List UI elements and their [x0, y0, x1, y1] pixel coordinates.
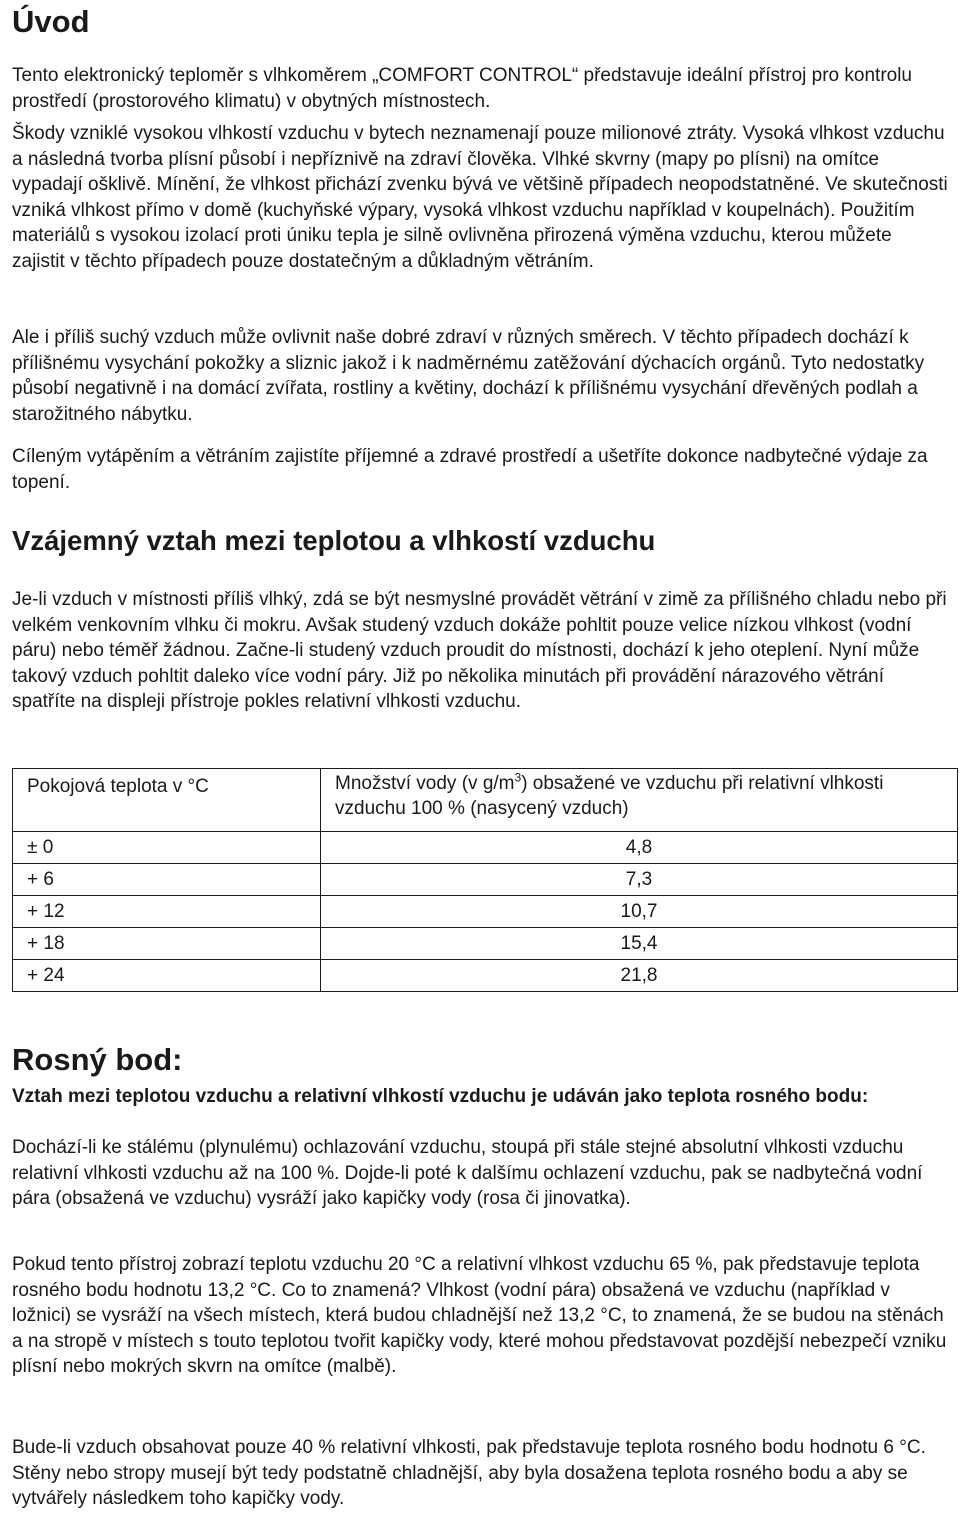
intro-paragraph-4: Cíleným vytápěním a větráním zajistíte příjemné a zdravé prostředí a ušetříte dokonce nadbytečné výdaje za topení.: [12, 446, 928, 493]
table-row: [13, 832, 958, 864]
table-cell-temperature: + 18: [13, 928, 321, 960]
table-cell-water: 21,8: [321, 960, 958, 992]
table-row: [13, 864, 958, 896]
table-cell-water: 4,8: [321, 832, 958, 864]
table-header-water-amount: Množství vody (v $g/m^3$) obsažené ve vzduchu při relativní vlhkosti vzduchu 100 % (nasycený vzduch): [321, 769, 958, 832]
table-cell-temperature: + 12: [13, 896, 321, 928]
dewpoint-paragraph-1: Dochází-li ke stálému (plynulému) ochlazování vzduchu, stoupá při stále stejné absolutní vlhkosti vzduchu relativní vlhkosti vzduchu až na 100 %. Dojde-li poté k dalšímu ochlazení vzduchu, pak se nadbytečná vodní pára (obsažená ve vzduchu) vysráží jako kapičky vody (rosa či jinovatka).: [12, 1137, 923, 1210]
table-row: [13, 896, 958, 928]
table-cell-water: 7,3: [321, 864, 958, 896]
table-cell-temperature: + 6: [13, 864, 321, 896]
humidity-table: [12, 768, 958, 992]
table-row: [13, 960, 958, 992]
table-header-temperature: Pokojová teplota v °C: [13, 769, 321, 832]
dewpoint-paragraph-2: Pokud tento přístroj zobrazí teplotu vzduchu 20 °C a relativní vlhkost vzduchu 65 %, pak představuje teplota rosného bodu hodnotu 13,2 °C. Co to znamená? Vlhkost (vodní pára) obsažená ve vzduchu (například v ložnici) se vysráží na všech místech, která budou chladnější než 13,2 °C, to znamená, že se budou na stěnách a na stropě v místech s touto teplotou tvořit kapičky vody, které mohou představovat pozdější nebezpečí vzniku plísní nebo mokrých skvrn na omítce (malbě).: [12, 1254, 947, 1378]
dewpoint-subheading: Vztah mezi teplotou vzduchu a relativní vlhkostí vzduchu je udáván jako teplota rosného bodu:: [12, 1086, 869, 1107]
table-row: [13, 928, 958, 960]
relation-heading: Vzájemný vztah mezi teplotou a vlhkostí vzduchu: [12, 525, 656, 556]
intro-paragraph-2: Škody vzniklé vysokou vlhkostí vzduchu v bytech neznamenají pouze milionové ztráty. Vysoká vlhkost vzduchu a následná tvorba plísní působí i nepříznivě na zdraví člověka. Vlhké skvrny (mapy po plísni) na omítce vypadají ošklivě. Mínění, že vlhkost přichází zvenku bývá ve většině případech neopodstatněné. Ve skutečnosti vzniká vlhkost přímo v domě (kuchyňské výpary, vysoká vlhkost vzduchu například v koupelnách). Použitím materiálů s vysokou izolací proti úniku tepla je silně ovlivněna přirozená výměna vzduchu, kterou můžete zajistit v těchto případech pouze dostatečným a důkladným větráním.: [12, 123, 948, 272]
intro-paragraph-1: Tento elektronický teploměr s vlhkoměrem „COMFORT CONTROL“ představuje ideální přístroj pro kontrolu prostředí (prostorového klimatu) v obytných místnostech.: [12, 65, 912, 112]
table-header-row: [13, 769, 958, 832]
dewpoint-heading: Rosný bod:: [12, 1042, 183, 1077]
dewpoint-paragraph-3: Bude-li vzduch obsahovat pouze 40 % relativní vlhkosti, pak představuje teplota rosného bodu hodnotu 6 °C. Stěny nebo stropy musejí být tedy podstatně chladnější, aby byla dosažena teplota rosného bodu a aby se vytvářely následkem toho kapičky vody.: [12, 1437, 926, 1510]
table-cell-water: 15,4: [321, 928, 958, 960]
intro-heading: Úvod: [12, 4, 90, 39]
table-cell-water: 10,7: [321, 896, 958, 928]
table-cell-temperature: + 24: [13, 960, 321, 992]
table-cell-temperature: ± 0: [13, 832, 321, 864]
intro-paragraph-3: Ale i příliš suchý vzduch může ovlivnit naše dobré zdraví v různých směrech. V těchto případech dochází k přílišnému vysychání pokožky a sliznic jakož i k nadměrnému zatěžování dýchacích orgánů. Tyto nedostatky působí negativně i na domácí zvířata, rostliny a květiny, dochází k přílišnému vysychání dřevěných podlah a starožitného nábytku.: [12, 327, 925, 425]
relation-paragraph: Je-li vzduch v místnosti příliš vlhký, zdá se být nesmyslné provádět větrání v zimě za přílišného chladu nebo při velkém venkovním vlhku či mokru. Avšak studený vzduch dokáže pohltit pouze velice nízkou vlhkost (vodní páru) nebo téměř žádnou. Začne-li studený vzduch proudit do místnosti, dochází k jeho oteplení. Nyní může takový vzduch pohltit daleko více vodní páry. Již po několika minutách při provádění nárazového větrání spatříte na displeji přístroje pokles relativní vlhkosti vzduchu.: [12, 589, 947, 713]
